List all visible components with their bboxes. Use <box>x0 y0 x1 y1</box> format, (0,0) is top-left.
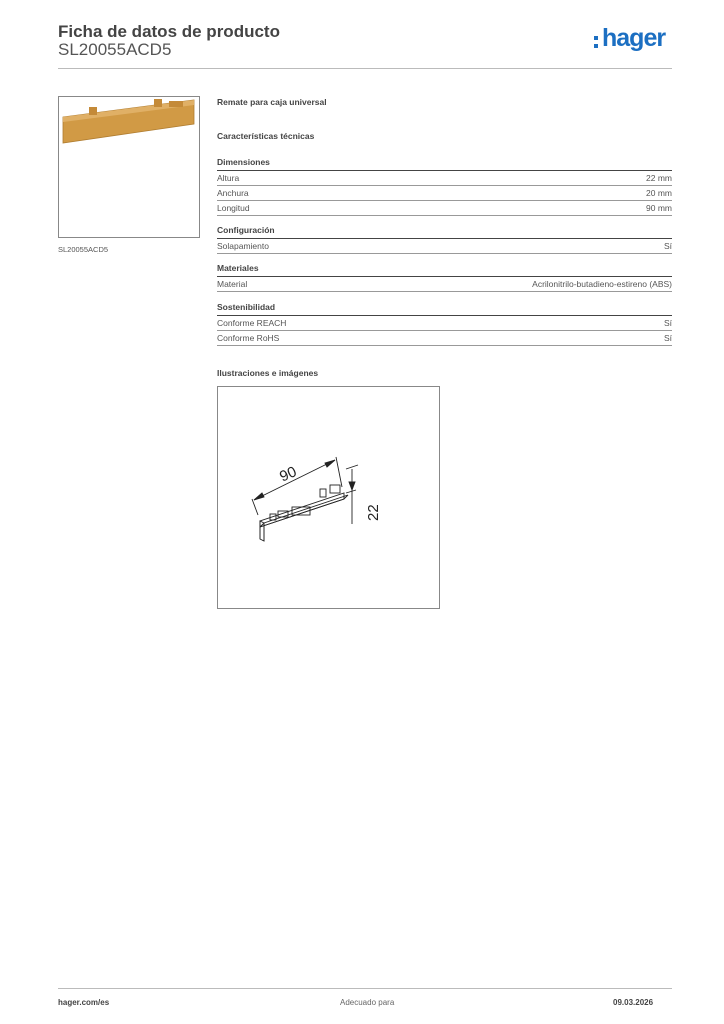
group-title: Configuración <box>217 225 672 239</box>
spec-label: Conforme RoHS <box>217 333 280 343</box>
footer-divider <box>58 988 672 989</box>
group-materiales <box>217 263 672 292</box>
spec-row <box>217 277 672 292</box>
spec-value: 22 mm <box>646 173 672 183</box>
spec-row <box>217 171 672 186</box>
spec-label: Anchura <box>217 188 249 198</box>
product-photo <box>58 96 200 238</box>
footer-website[interactable]: hager.com/es <box>58 998 110 1007</box>
spec-row <box>217 186 672 201</box>
spec-value: Sí <box>663 318 672 328</box>
spec-label: Longitud <box>217 203 250 213</box>
spec-label: Material <box>217 279 248 289</box>
spec-label: Conforme REACH <box>217 318 287 328</box>
footer-date: 09.03.2026 <box>613 998 654 1007</box>
illustrations-title: Ilustraciones e imágenes <box>217 368 319 378</box>
hager-logo <box>594 24 674 58</box>
group-title: Dimensiones <box>217 157 672 171</box>
group-title: Sostenibilidad <box>217 302 672 316</box>
footer-suitable-for: Adecuado para <box>340 998 395 1007</box>
spec-row <box>217 331 672 346</box>
logo-text: hager <box>602 24 666 52</box>
product-end-cap-icon <box>59 97 199 237</box>
spec-value: Sí <box>663 333 672 343</box>
logo-dot-icon <box>594 44 598 48</box>
spec-value: 90 mm <box>646 203 672 213</box>
product-code: SL20055ACD5 <box>58 40 172 59</box>
spec-value: Acrilonitrilo-butadieno-estireno (ABS) <box>532 279 672 289</box>
dim-height-label: 22 <box>365 504 382 521</box>
group-title: Materiales <box>217 263 672 277</box>
technical-drawing-icon <box>218 387 439 608</box>
dim-length-label: 90 <box>277 463 300 486</box>
spec-row <box>217 201 672 216</box>
group-sostenibilidad <box>217 302 672 346</box>
logo-dot-icon <box>594 36 598 40</box>
spec-value: Sí <box>663 241 672 251</box>
spec-label: Solapamiento <box>217 241 269 251</box>
photo-caption: SL20055ACD5 <box>58 245 109 254</box>
dimension-drawing <box>217 386 440 609</box>
spec-value: 20 mm <box>646 188 672 198</box>
spec-row <box>217 316 672 331</box>
group-configuracion <box>217 225 672 254</box>
group-dimensiones <box>217 157 672 216</box>
product-description: Remate para caja universal <box>217 97 327 107</box>
spec-label: Altura <box>217 173 240 183</box>
spec-row <box>217 239 672 254</box>
page-title: Ficha de datos de producto <box>58 22 280 41</box>
tech-characteristics-title: Características técnicas <box>217 131 315 141</box>
header-divider <box>58 68 672 69</box>
